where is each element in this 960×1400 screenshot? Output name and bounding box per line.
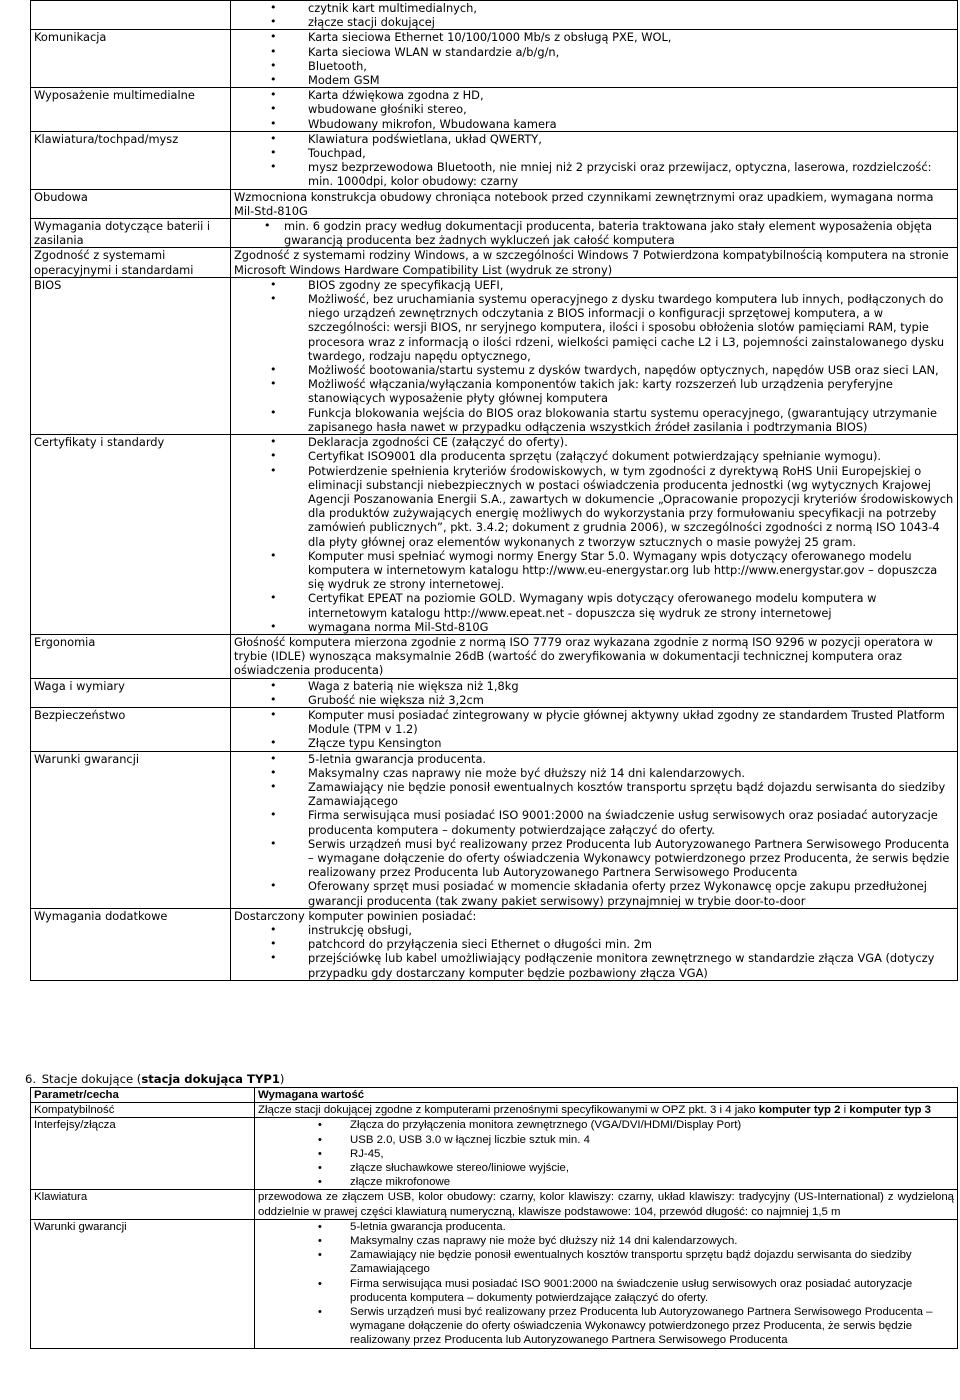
section-title-bold: stacja dokująca TYP1 bbox=[141, 1072, 280, 1086]
row-value bbox=[255, 1103, 958, 1118]
row-value bbox=[231, 678, 958, 707]
list-item: • wymagana norma Mil-Std-810G bbox=[234, 620, 954, 634]
list-item: • 5-letnia gwarancja producenta. bbox=[234, 752, 954, 766]
list-item: • Serwis urządzeń musi być realizowany przez Producenta lub Autoryzowanego Partnera Serwisowego Producenta – wymagane dołączenie do oferty oświadczenia Wykonawcy potwierdzonego przez Producenta, że serwis będzie realizowany przez Producenta lub Autoryzowanego Partnera Serwisowego Producenta bbox=[234, 837, 954, 880]
row-value bbox=[255, 1219, 958, 1348]
spec-table-docking-station bbox=[30, 1087, 958, 1349]
list-item: • Certyfikat EPEAT na poziomie GOLD. Wymagany wpis dotyczący oferowanego modelu komputera w internetowym katalogu http://www.epeat.net - dopuszcza się wydruk ze strony internetowej bbox=[234, 591, 954, 619]
bullet-list bbox=[234, 435, 954, 634]
compat-type-3: komputer typ 3 bbox=[849, 1104, 931, 1117]
row-value bbox=[231, 30, 958, 88]
list-item: • Zamawiający nie będzie ponosił ewentualnych kosztów transportu sprzętu bądź dojazdu serwisanta do siedziby Zamawiającego bbox=[258, 1248, 954, 1276]
table-row bbox=[31, 1190, 958, 1219]
spec-table-body bbox=[31, 1, 958, 981]
section-title-suffix: ) bbox=[279, 1072, 285, 1086]
list-item: • min. 6 godzin pracy według dokumentacji producenta, bateria traktowana jako stały element wyposażenia objęta gwarancją producenta bez żadnych wykluczeń jak całość komputera bbox=[234, 219, 954, 247]
list-item: • Złącza do przyłączenia monitora zewnętrznego (VGA/DVI/HDMI/Display Port) bbox=[258, 1118, 954, 1132]
list-item: • Oferowany sprzęt musi posiadać w momencie składania oferty przez Wykonawcę opcje zakupu przedłużonej gwarancji producenta (tak zwany pakiet serwisowy) przynajmniej w trybie door-to-door bbox=[234, 879, 954, 907]
row-label: Kompatybilność bbox=[31, 1103, 255, 1118]
row-label bbox=[31, 1, 231, 30]
row-value: przewodowa ze złączem USB, kolor obudowy: czarny, kolor klawiszy: czarny, układ klawiszy: tradycyjny (US-International) z wydzieloną oddzielnie w prawej części klawiaturą numeryczną, klawisze podstawowe: 104, przewód długość: co najmniej 1,5 m bbox=[255, 1190, 958, 1219]
list-item: • Możliwość, bez uruchamiania systemu operacyjnego z dysku twardego komputera lub innych, podłączonych do niego urządzeń zewnętrznych odczytania z BIOS informacji o konfiguracji sprzętowej komputera, a w szczególności: wersji BIOS, nr seryjnego komputera, ilości i sposobu obłożenia slotów pamięciami RAM, typie procesora wraz z informacją o ilości rdzeni, wielkości pamięci cache L2 i L3, pojemności zainstalowanego dysku twardego, rodzaju napędu optycznego, bbox=[234, 292, 954, 363]
row-label: Waga i wymiary bbox=[31, 678, 231, 707]
bullet-list bbox=[234, 30, 954, 87]
row-value bbox=[231, 277, 958, 434]
list-item: • Modem GSM bbox=[234, 73, 954, 87]
bullet-list bbox=[234, 752, 954, 908]
table-row bbox=[31, 908, 958, 980]
table-row bbox=[31, 1, 958, 30]
row-value bbox=[231, 131, 958, 189]
list-item: • RJ-45, bbox=[258, 1147, 954, 1161]
list-item: • Firma serwisująca musi posiadać ISO 9001:2000 na świadczenie usług serwisowych oraz posiadać autoryzacje producenta komputera – dokumenty potwierdzające załączyć do oferty. bbox=[234, 808, 954, 836]
bullet-list bbox=[234, 278, 954, 434]
row-label: Zgodność z systemami operacyjnymi i standardami bbox=[31, 248, 231, 277]
row-label: Komunikacja bbox=[31, 30, 231, 88]
list-item: • Deklaracja zgodności CE (załączyć do oferty). bbox=[234, 435, 954, 449]
table-row bbox=[31, 1103, 958, 1118]
list-item: • Możliwość włączania/wyłączania komponentów takich jak: karty rozszerzeń lub urządzenia peryferyjne stanowiących wyposażenie płyty głównej komputera bbox=[234, 377, 954, 405]
bullet-list bbox=[234, 923, 954, 980]
row-value bbox=[255, 1118, 958, 1190]
list-item: • przejściówkę lub kabel umożliwiający podłączenie monitora zewnętrznego w standardzie złącza VGA (dotyczy przypadku gdy dostarczany komputer będzie pozbawiony złącza VGA) bbox=[234, 951, 954, 979]
row-value bbox=[231, 707, 958, 751]
list-item: • Karta sieciowa Ethernet 10/100/1000 Mb/s z obsługą PXE, WOL, bbox=[234, 30, 954, 44]
table-row bbox=[31, 751, 958, 908]
table-row bbox=[31, 435, 958, 635]
table-row bbox=[31, 248, 958, 277]
header-param: Parametr/cecha bbox=[31, 1088, 255, 1103]
bullet-list bbox=[258, 1220, 954, 1348]
list-item: • Możliwość bootowania/startu systemu z dysków twardych, napędów optycznych, napędów USB oraz sieci LAN, bbox=[234, 363, 954, 377]
list-item: • wbudowane głośniki stereo, bbox=[234, 102, 954, 116]
list-item: • Serwis urządzeń musi być realizowany przez Producenta lub Autoryzowanego Partnera Serwisowego Producenta – wymagane dołączenie do oferty oświadczenia Wykonawcy potwierdzonego przez Producenta, że serwis będzie realizowany przez Producenta lub Autoryzowanego Partnera Serwisowego Producenta bbox=[258, 1305, 954, 1348]
row-label: Klawiatura bbox=[31, 1190, 255, 1219]
row-intro-text: Dostarczony komputer powinien posiadać: bbox=[234, 908, 477, 923]
row-label: Certyfikaty i standardy bbox=[31, 435, 231, 635]
row-label: Obudowa bbox=[31, 189, 231, 218]
list-item: • BIOS zgodny ze specyfikacją UEFI, bbox=[234, 278, 954, 292]
compat-text-a: Złącze stacji dokującej zgodne z komputerami przenośnymi specyfikowanymi w OPZ pkt. 3 i 4 jako bbox=[258, 1104, 759, 1117]
list-item: • Funkcja blokowania wejścia do BIOS oraz blokowania startu systemu operacyjnego, (gwarantujący utrzymanie zapisanego hasła nawet w przypadku odłączenia wszystkich źródeł zasilania i podtrzymania BIOS) bbox=[234, 406, 954, 434]
list-item: • Waga z baterią nie większa niż 1,8kg bbox=[234, 679, 954, 693]
row-value: Wzmocniona konstrukcja obudowy chroniąca notebook przed czynnikami zewnętrznymi oraz upadkiem, wymagana norma Mil-Std-810G bbox=[231, 189, 958, 218]
table-row bbox=[31, 678, 958, 707]
bullet-list bbox=[234, 88, 954, 131]
row-value bbox=[231, 1, 958, 30]
list-item: • Firma serwisująca musi posiadać ISO 9001:2000 na świadczenie usług serwisowych oraz posiadać autoryzacje producenta komputera – dokumenty potwierdzające załączyć do oferty. bbox=[258, 1277, 954, 1305]
list-item: • instrukcję obsługi, bbox=[234, 923, 954, 937]
list-item: • patchcord do przyłączenia sieci Ethernet o długości min. 2m bbox=[234, 937, 954, 951]
compat-type-2: komputer typ 2 bbox=[758, 1104, 841, 1117]
table-row bbox=[31, 634, 958, 678]
row-value: Zgodność z systemami rodziny Windows, a w szczególności Windows 7 Potwierdzona kompatybilnością komputera na stronie Microsoft Windows Hardware Compatibility List (wydruk ze strony) bbox=[231, 248, 958, 277]
list-item: • Wbudowany mikrofon, Wbudowana kamera bbox=[234, 117, 954, 131]
table-row bbox=[31, 30, 958, 88]
list-item: • 5-letnia gwarancja producenta. bbox=[258, 1220, 954, 1234]
table-row bbox=[31, 707, 958, 751]
bullet-list bbox=[234, 1, 954, 29]
list-item: • Karta dźwiękowa zgodna z HD, bbox=[234, 88, 954, 102]
table-row bbox=[31, 219, 958, 248]
row-label: Wymagania dotyczące baterii i zasilania bbox=[31, 219, 231, 248]
list-item: • czytnik kart multimedialnych, bbox=[234, 1, 954, 15]
list-item: • złącze stacji dokującej bbox=[234, 15, 954, 29]
row-value bbox=[231, 751, 958, 908]
compat-text-b: i bbox=[840, 1104, 850, 1117]
list-item: • złącze słuchawkowe stereo/liniowe wyjście, bbox=[258, 1161, 954, 1175]
list-item: • USB 2.0, USB 3.0 w łącznej liczbie sztuk min. 4 bbox=[258, 1133, 954, 1147]
row-label: Klawiatura/tochpad/mysz bbox=[31, 131, 231, 189]
header-value: Wymagana wartość bbox=[255, 1088, 958, 1103]
list-item: • Maksymalny czas naprawy nie może być dłuższy niż 14 dni kalendarzowych. bbox=[258, 1234, 954, 1248]
row-label: Wyposażenie multimedialne bbox=[31, 88, 231, 132]
list-item: • Touchpad, bbox=[234, 146, 954, 160]
bullet-list bbox=[234, 708, 954, 751]
row-value bbox=[231, 88, 958, 132]
list-item: • mysz bezprzewodowa Bluetooth, nie mniej niż 2 przyciski oraz przewijacz, optyczna, laserowa, rozdzielczość: min. 1000dpi, kolor obudowy: czarny bbox=[234, 160, 954, 188]
table-row bbox=[31, 1118, 958, 1190]
bullet-list bbox=[234, 219, 954, 247]
list-item: • Zamawiający nie będzie ponosił ewentualnych kosztów transportu sprzętu bądź dojazdu serwisanta do siedziby Zamawiającego bbox=[234, 780, 954, 808]
list-item: • Bluetooth, bbox=[234, 59, 954, 73]
table-row bbox=[31, 131, 958, 189]
row-label: BIOS bbox=[31, 277, 231, 434]
spec-table-notebook bbox=[30, 0, 958, 981]
list-item: • Komputer musi spełniać wymogi normy Energy Star 5.0. Wymagany wpis dotyczący oferowanego modelu komputera w internetowym katalogu http://www.eu-energystar.org lub http://www.energystar.gov – dopuszcza się wydruk ze strony internetowej. bbox=[234, 549, 954, 592]
bullet-list bbox=[234, 132, 954, 189]
row-label: Warunki gwarancji bbox=[31, 751, 231, 908]
row-label: Wymagania dodatkowe bbox=[31, 908, 231, 980]
row-label: Ergonomia bbox=[31, 634, 231, 678]
row-value bbox=[231, 219, 958, 248]
bullet-list bbox=[234, 679, 954, 707]
list-item: • złącze mikrofonowe bbox=[258, 1175, 954, 1189]
row-label: Interfejsy/złącza bbox=[31, 1118, 255, 1190]
list-item: • Certyfikat ISO9001 dla producenta sprzętu (załączyć dokument potwierdzający spełnianie wymogu). bbox=[234, 449, 954, 463]
table-row bbox=[31, 1219, 958, 1348]
list-item: • Komputer musi posiadać zintegrowany w płycie głównej aktywny układ zgodny ze standardem Trusted Platform Module (TPM v 1.2) bbox=[234, 708, 954, 736]
section-heading bbox=[0, 1072, 284, 1086]
table-row bbox=[31, 277, 958, 434]
list-item: • Złącze typu Kensington bbox=[234, 736, 954, 750]
row-label: Bezpieczeństwo bbox=[31, 707, 231, 751]
list-item: • Maksymalny czas naprawy nie może być dłuższy niż 14 dni kalendarzowych. bbox=[234, 766, 954, 780]
section-title-prefix: Stacje dokujące ( bbox=[41, 1072, 142, 1086]
list-item: • Grubość nie większa niż 3,2cm bbox=[234, 693, 954, 707]
list-item: • Potwierdzenie spełnienia kryteriów środowiskowych, w tym zgodności z dyrektywą RoHS Unii Europejskiej o eliminacji substancji niebezpiecznych w postaci oświadczenia producenta jednostki (wg wytycznych Krajowej Agencji Poszanowania Energii S.A., zawartych w dokumencie „Opracowanie propozycji kryteriów środowiskowych dla produktów zużywających energię możliwych do wykorzystania przy formułowaniu specyfikacji na potrzeby zamówień publicznych”, pkt. 3.4.2; dokument z grudnia 2006), w szczególności zgodności z normą ISO 1043-4 dla płyty głównej oraz elementów wykonanych z tworzyw sztucznych o masie powyżej 25 gram. bbox=[234, 464, 954, 549]
row-value bbox=[231, 435, 958, 635]
section-number: 6. bbox=[24, 1072, 36, 1086]
table-header-row bbox=[31, 1088, 958, 1103]
list-item: • Klawiatura podświetlana, układ QWERTY, bbox=[234, 132, 954, 146]
list-item: • Karta sieciowa WLAN w standardzie a/b/g/n, bbox=[234, 45, 954, 59]
row-value bbox=[231, 908, 958, 980]
row-label: Warunki gwarancji bbox=[31, 1219, 255, 1348]
row-value: Głośność komputera mierzona zgodnie z normą ISO 7779 oraz wykazana zgodnie z normą ISO 9296 w pozycji operatora w trybie (IDLE) wynosząca maksymalnie 26dB (wartość do zweryfikowania w dokumentacji technicznej komputera oraz oświadczenia producenta) bbox=[231, 634, 958, 678]
table-row bbox=[31, 189, 958, 218]
table-row bbox=[31, 88, 958, 132]
bullet-list bbox=[258, 1118, 954, 1189]
